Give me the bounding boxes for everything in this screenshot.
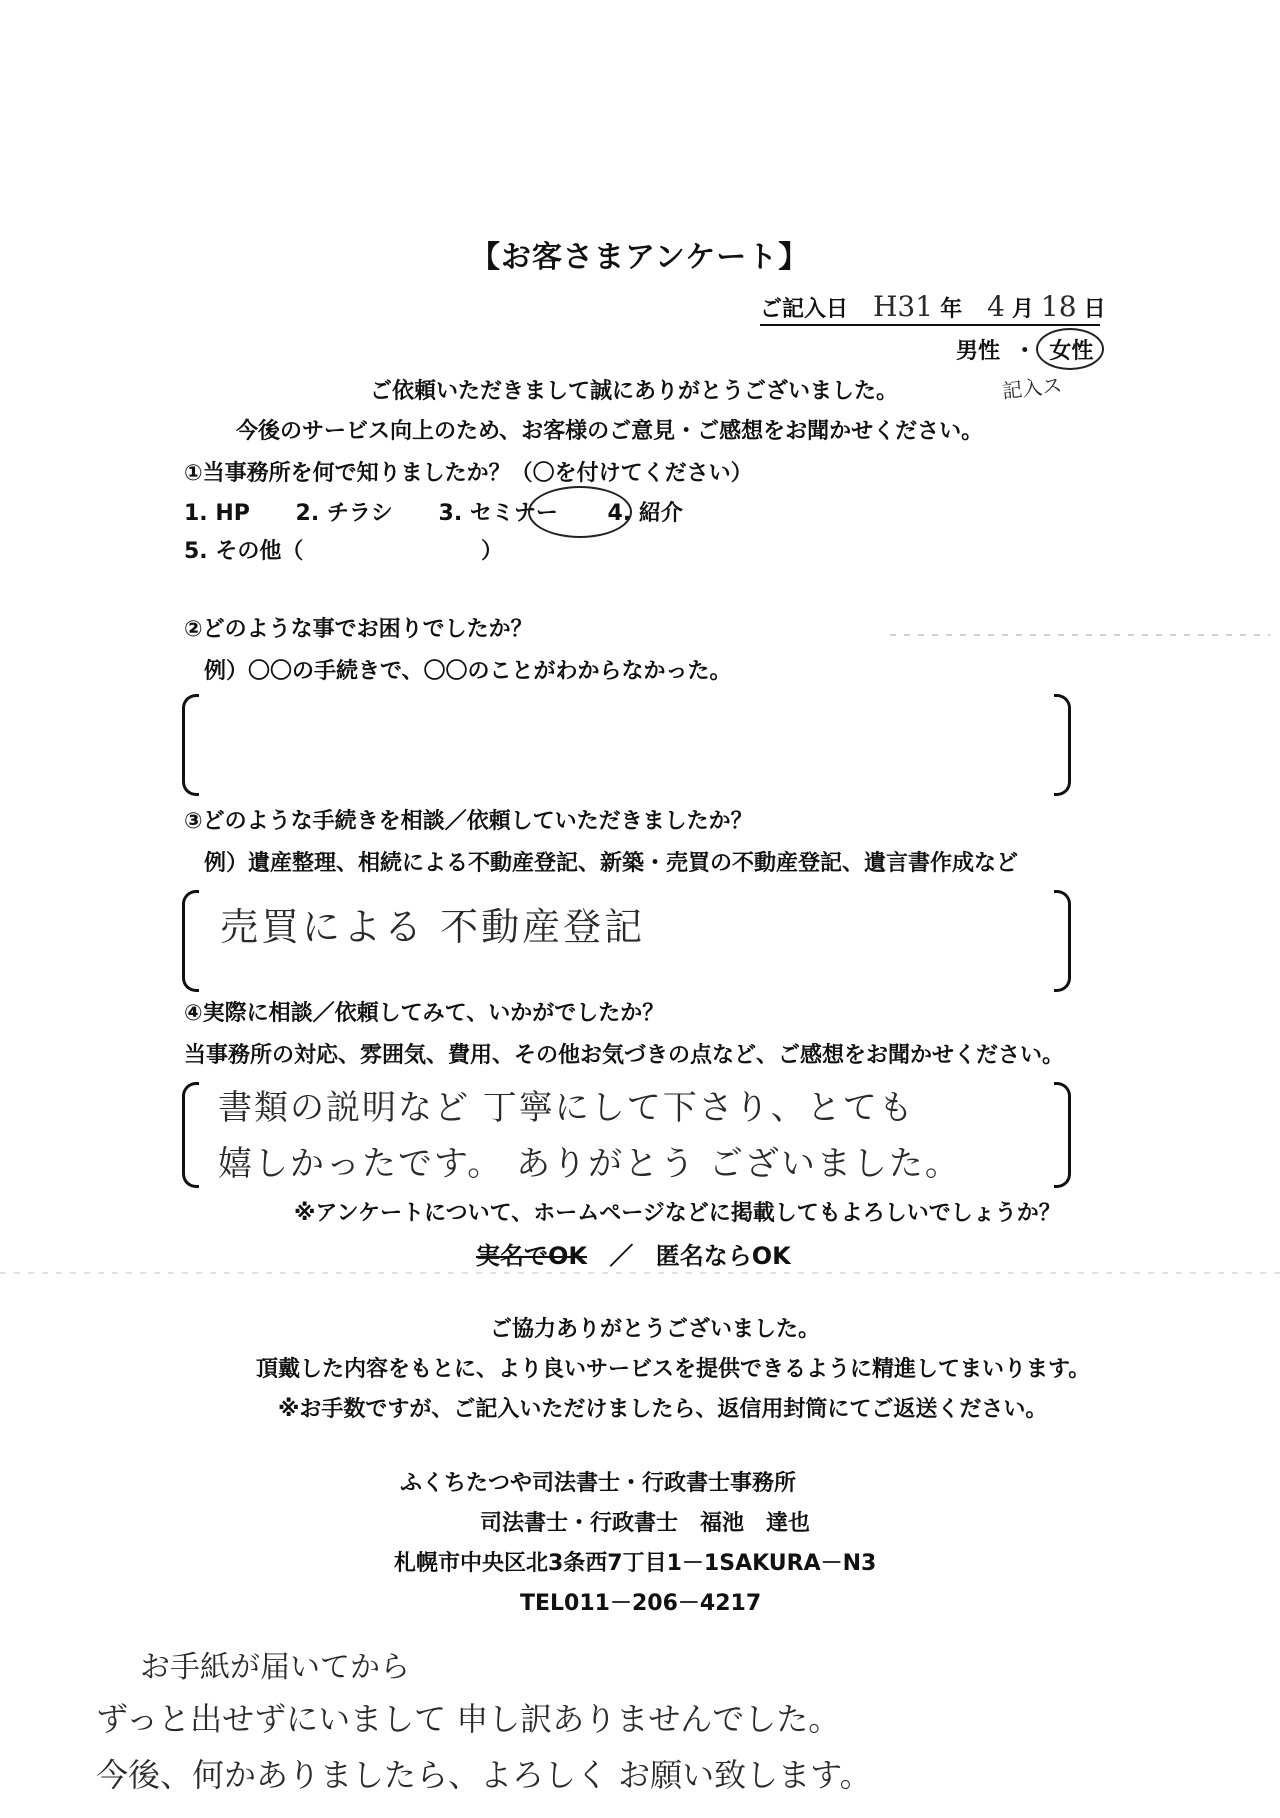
q2-example: 例）〇〇の手続きで、〇〇のことがわからなかった。 <box>204 659 732 684</box>
gender-male: 男性 <box>956 339 1001 364</box>
entry-note-handwritten: 記入ス <box>1001 372 1064 404</box>
handwritten-note-line-2: ずっと出せずにいまして 申し訳ありませんでした。 <box>96 1700 841 1738</box>
entry-date <box>760 290 1106 323</box>
consent-options <box>476 1236 791 1271</box>
q3-answer-bracket-right <box>1054 890 1071 992</box>
q1-option-other-close: ） <box>481 539 504 564</box>
q3-answer: 売買による 不動産登記 <box>220 905 646 949</box>
handwritten-note-line-1: お手紙が届いてから <box>140 1650 410 1685</box>
q3-answer-bracket-left <box>182 890 199 992</box>
gender-female: 女性 <box>1049 339 1094 364</box>
closing-line-3: ※お手数ですが、ご記入いただけましたら、返信用封筒にてご返送ください。 <box>278 1397 1048 1422</box>
consent-question: ※アンケートについて、ホームページなどに掲載してもよろしいでしょうか？ <box>294 1201 1061 1226</box>
consent-option-real-name: 実名でOK <box>476 1242 587 1270</box>
q1-option-hp: 1. HP <box>184 501 250 526</box>
entry-month: 4 <box>987 290 1005 323</box>
entry-month-unit: 月 <box>1011 297 1034 322</box>
entry-year-unit: 年 <box>940 297 963 322</box>
consent-option-anonymous: 匿名ならOK <box>655 1242 791 1270</box>
q1-option-referral: 4. 紹介 <box>607 501 683 526</box>
q1-option-seminar: 3. セミナー <box>438 501 558 526</box>
intro-line-1: ご依頼いただきまして誠にありがとうございました。 <box>370 379 899 404</box>
entry-day: 18 <box>1040 290 1077 323</box>
office-phone: TEL011－206－4217 <box>520 1591 762 1616</box>
closing-line-2: 頂戴した内容をもとに、より良いサービスを提供できるように精進してまいります。 <box>256 1357 1091 1382</box>
handwritten-note-line-3: 今後、何かありましたら、よろしく お願い致します。 <box>96 1756 872 1794</box>
entry-underline <box>760 324 1100 326</box>
q2-answer-bracket-right <box>1054 694 1071 796</box>
entry-era: H31 <box>873 290 934 323</box>
office-address: 札幌市中央区北3条西7丁目1－1SAKURA－N3 <box>394 1551 877 1576</box>
q1-referral-circle <box>528 486 632 538</box>
gender-separator: ・ <box>1013 339 1036 364</box>
entry-day-unit: 日 <box>1083 297 1106 322</box>
q3-question: ③どのような手続きを相談／依頼していただきましたか？ <box>184 809 753 834</box>
gender-female-circle <box>1036 328 1104 370</box>
q4-question: ④実際に相談／依頼してみて、いかがでしたか？ <box>184 1001 665 1026</box>
intro-line-2: 今後のサービス向上のため、お客様のご意見・ご感想をお聞かせください。 <box>236 419 984 444</box>
entry-date-label: ご記入日 <box>760 297 849 322</box>
q1-option-other-label: 5. その他（ <box>184 539 304 564</box>
consent-separator: ／ <box>609 1242 634 1270</box>
q4-answer-bracket-right <box>1054 1082 1071 1188</box>
page-title: 【お客さまアンケート】 <box>470 240 810 275</box>
q1-option-other <box>184 534 503 565</box>
closing-line-1: ご協力ありがとうございました。 <box>490 1317 821 1342</box>
q1-option-flyer: 2. チラシ <box>295 501 393 526</box>
q4-answer-line-2: 嬉しかったです。 ありがとう ございました。 <box>218 1144 961 1184</box>
q3-example: 例）遺産整理、相続による不動産登記、新築・売買の不動産登記、遺言書作成など <box>204 851 1019 876</box>
q2-answer-bracket-left <box>182 694 199 796</box>
q4-example: 当事務所の対応、雰囲気、費用、その他お気づきの点など、ご感想をお聞かせください。 <box>184 1043 1065 1068</box>
q1-question: ①当事務所を何で知りましたか？（〇を付けてください） <box>184 461 753 486</box>
q4-answer-bracket-left <box>182 1082 199 1188</box>
scan-artifact <box>890 634 1270 636</box>
office-representative: 司法書士・行政書士 福池 達也 <box>480 1511 811 1536</box>
q4-answer-line-1: 書類の説明など 丁寧にして下さり、とても <box>218 1088 915 1128</box>
office-name: ふくちたつや司法書士・行政書士事務所 <box>400 1471 797 1496</box>
q2-question: ②どのような事でお困りでしたか？ <box>184 617 533 642</box>
scan-artifact <box>0 1272 1280 1274</box>
